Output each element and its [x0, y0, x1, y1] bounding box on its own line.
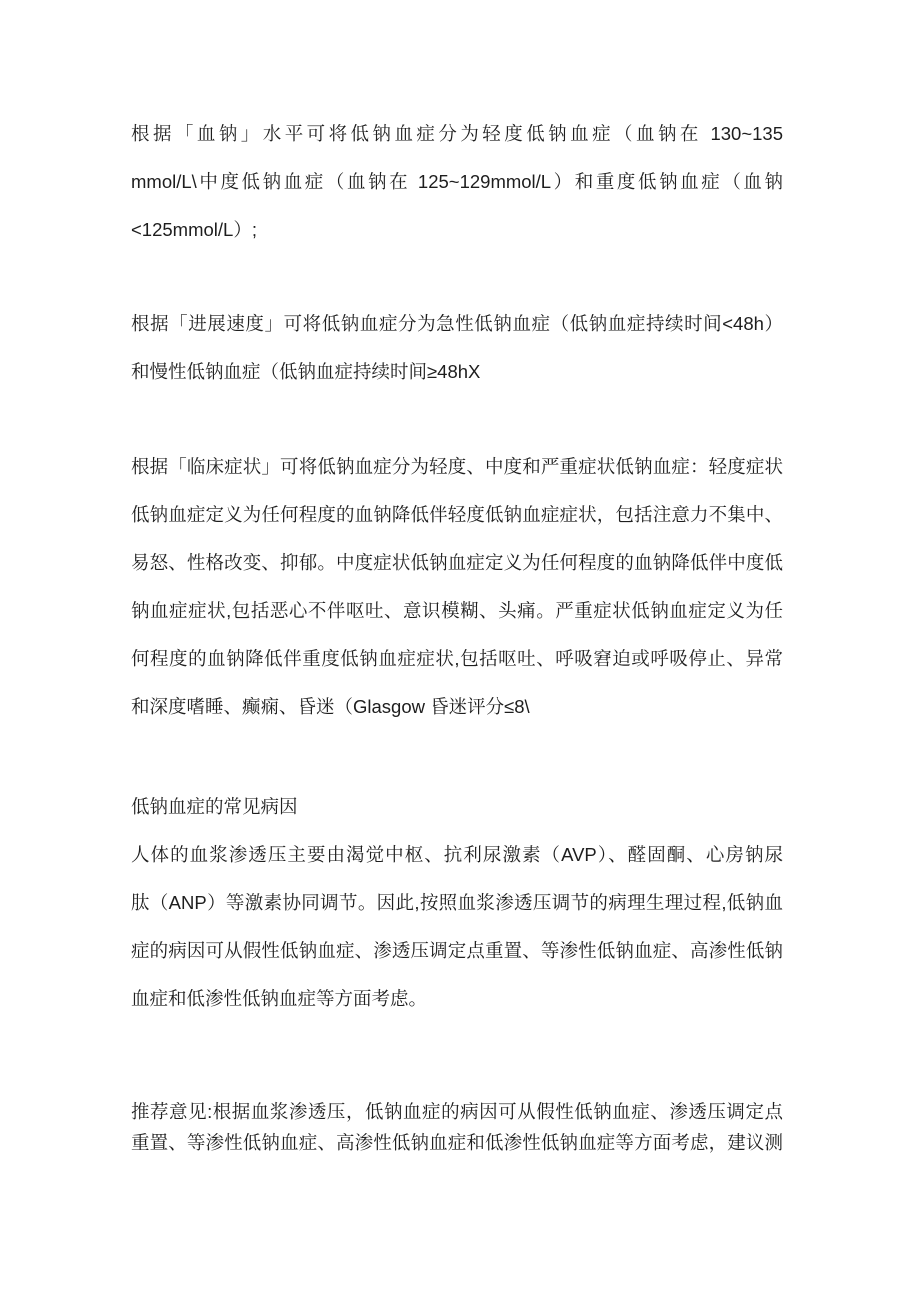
- text-line: <125mmol/L）;: [131, 219, 257, 240]
- text-line: 根据「进展速度」可将低钠血症分为急性低钠血症（低钠血症持续时间<48h）: [131, 313, 783, 334]
- text-line: 人体的血浆渗透压主要由渴觉中枢、抗利尿激素（AVP）、醛固酮、心房钠尿: [131, 844, 783, 865]
- text-line: 重置、等渗性低钠血症、高渗性低钠血症和低渗性低钠血症等方面考虑，建议测: [131, 1132, 783, 1153]
- text-line: 推荐意见:根据血浆渗透压，低钠血症的病因可从假性低钠血症、渗透压调定点: [131, 1101, 783, 1122]
- section-heading-causes: [131, 783, 783, 831]
- paragraph-recommendation: [131, 1096, 783, 1158]
- heading-line: 低钠血症的常见病因: [131, 796, 298, 817]
- text-line: 根据「临床症状」可将低钠血症分为轻度、中度和严重症状低钠血症：轻度症状: [131, 456, 783, 477]
- text-line: 根据「血钠」水平可将低钠血症分为轻度低钠血症（血钠在 130~135: [131, 123, 783, 144]
- text-line: 肽（ANP）等激素协同调节。因此,按照血浆渗透压调节的病理生理过程,低钠血: [131, 892, 783, 913]
- paragraph-acute-chronic: [131, 300, 783, 396]
- text-line: 低钠血症定义为任何程度的血钠降低伴轻度低钠血症症状，包括注意力不集中、: [131, 504, 783, 525]
- text-line: 症的病因可从假性低钠血症、渗透压调定点重置、等渗性低钠血症、高渗性低钠: [131, 940, 783, 961]
- text-line: 钠血症症状,包括恶心不伴呕吐、意识模糊、头痛。严重症状低钠血症定义为任: [131, 600, 783, 621]
- text-line: mmol/L\中度低钠血症（血钠在 125~129mmol/L）和重度低钠血症（血钠: [131, 171, 783, 192]
- text-line: 何程度的血钠降低伴重度低钠血症症状,包括呕吐、呼吸窘迫或呼吸停止、异常: [131, 648, 783, 669]
- text-line: 易怒、性格改变、抑郁。中度症状低钠血症定义为任何程度的血钠降低伴中度低: [131, 552, 783, 573]
- paragraph-symptom-severity: [131, 443, 783, 731]
- text-line: 和慢性低钠血症（低钠血症持续时间≥48hX: [131, 361, 481, 382]
- paragraph-severity-by-sodium: [131, 110, 783, 254]
- paragraph-causes-overview: [131, 831, 783, 1023]
- text-line: 和深度嗜睡、癫痫、昏迷（Glasgow 昏迷评分≤8\: [131, 696, 530, 717]
- text-line: 血症和低渗性低钠血症等方面考虑。: [131, 988, 428, 1009]
- document-text-column: [131, 0, 783, 1158]
